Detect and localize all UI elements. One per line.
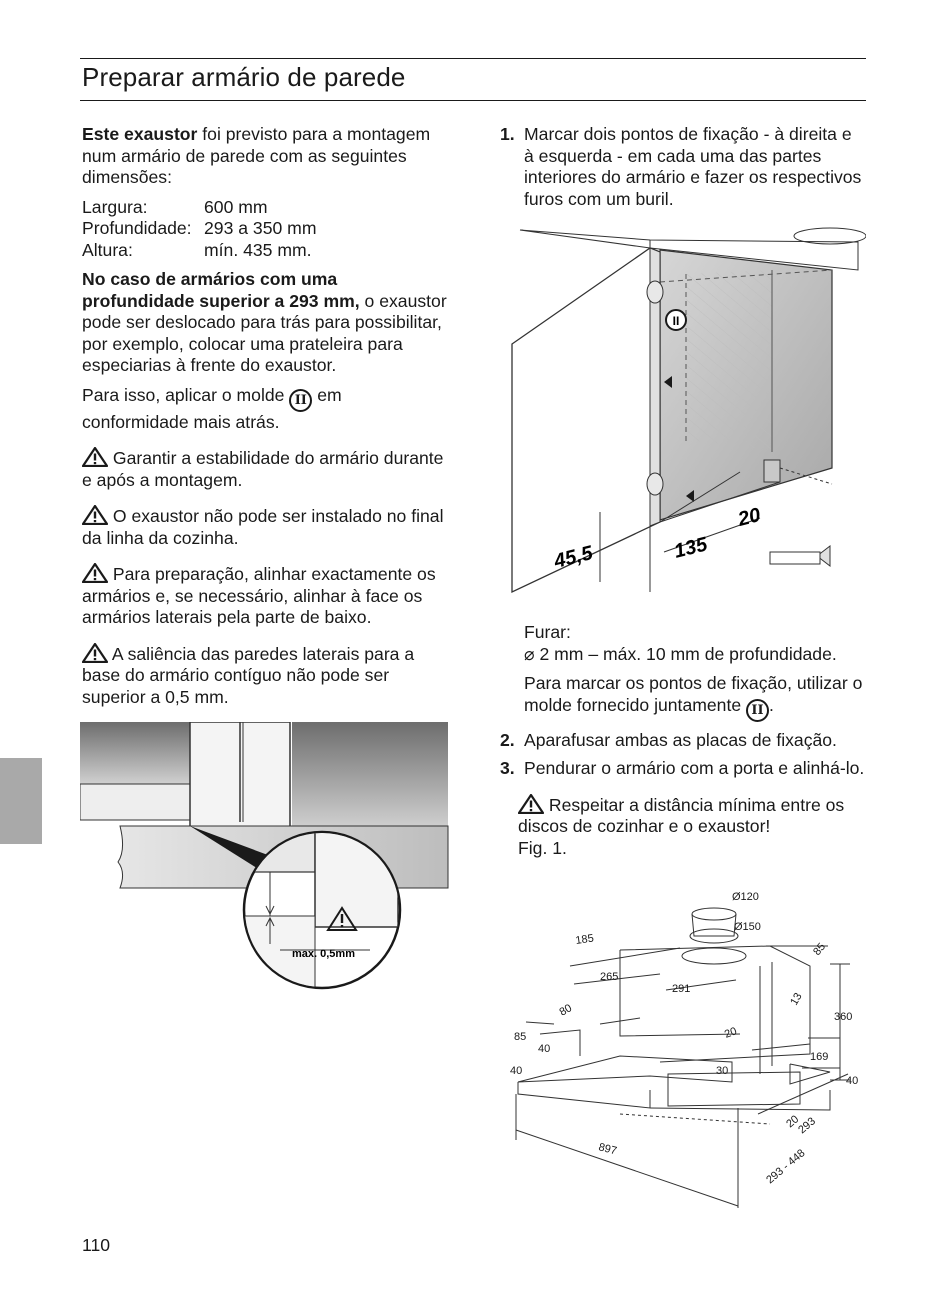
hood-dimension-figure	[500, 884, 866, 1224]
header-top-rule	[80, 58, 866, 59]
dimension-label: 293	[796, 1115, 818, 1137]
dimension-label: 85	[811, 940, 829, 958]
template-text-pre: Para isso, aplicar o molde	[82, 384, 290, 405]
warning-icon	[82, 563, 108, 583]
dimension-label: 169	[810, 1051, 829, 1063]
warning-text: Garantir a estabilidade do armário durante e após a montagem.	[82, 448, 444, 490]
note-text: Respeitar a distância mínima entre os discos de cozinhar e o exaustor!	[518, 794, 845, 836]
dimension-label: 897	[597, 1141, 618, 1158]
template-paragraph	[82, 385, 452, 434]
warning-icon	[518, 794, 544, 814]
template-paragraph	[500, 673, 866, 722]
alignment-figure	[80, 722, 450, 992]
depth-paragraph	[82, 269, 452, 377]
dimension-label: 13	[788, 990, 805, 1008]
wall-shading	[80, 722, 190, 784]
warning-icon	[82, 505, 108, 525]
dimension-label: 293 - 448	[764, 1147, 808, 1187]
intro-bold: Este exaustor	[82, 124, 198, 144]
dimension-value: mín. 435 mm.	[204, 239, 312, 260]
dimension-label: 20	[784, 1113, 802, 1131]
page-title: Preparar armário de parede	[82, 62, 406, 92]
step-item	[500, 124, 866, 210]
dimension-label: Largura:	[82, 196, 148, 217]
dimension-label: 265	[600, 971, 619, 983]
dimension-row	[82, 197, 452, 219]
warning-text: O exaustor não pode ser instalado no final da linha da cozinha.	[82, 506, 444, 548]
step-number: 3.	[500, 758, 515, 778]
right-column-continued	[500, 622, 866, 867]
warning-paragraph	[82, 505, 452, 549]
drill-paragraph	[500, 622, 866, 665]
intro-text: foi previsto para a montagem num armário de parede com as seguintes dimensões:	[82, 124, 431, 187]
dimension-row	[82, 218, 452, 240]
intro-paragraph	[82, 124, 452, 189]
warning-paragraph	[82, 643, 452, 709]
dimension-label: 80	[557, 1002, 575, 1019]
template-text-post: .	[769, 694, 774, 715]
dimension-label: 30	[716, 1065, 729, 1077]
upper-cabinet-right	[292, 722, 448, 828]
step-text: Marcar dois pontos de fixação - à direita e à esquerda - em cada uma das partes interiores do armário e fazer os respectivos furos com um buril.	[524, 124, 862, 209]
left-column	[82, 124, 452, 716]
screw-icon	[770, 552, 820, 564]
figure-reference: Fig. 1.	[518, 837, 567, 858]
dimension-label: Ø150	[734, 921, 761, 933]
dimension-label: 20	[722, 1025, 739, 1041]
step-number: 2.	[500, 729, 515, 750]
mounting-plate	[764, 460, 780, 482]
dimension-label: 85	[514, 1031, 527, 1043]
dimension-value: 600 mm	[204, 196, 268, 217]
page-number: 110	[82, 1235, 111, 1255]
dimension-label: 40	[846, 1075, 859, 1087]
dimension-label: 40	[510, 1065, 523, 1077]
upper-cabinet-left	[80, 784, 190, 820]
drill-label: Furar:	[524, 622, 571, 642]
depth-text: o exaustor pode ser deslocado para trás para possibilitar, por exemplo, colocar uma prateleira para especiarias à frente do exaustor.	[82, 290, 447, 375]
depth-bold: No caso de armários com uma profundidade superior a 293 mm,	[82, 269, 360, 311]
dimension-row	[82, 240, 452, 262]
dimension-label: Profundidade:	[82, 218, 192, 238]
warning-icon	[82, 447, 108, 467]
dimension-label: 135	[671, 533, 710, 563]
dimension-label: Altura:	[82, 239, 133, 260]
dimension-value: 293 a 350 mm	[204, 218, 317, 238]
warning-text: Para preparação, alinhar exactamente os armários e, se necessário, alinhar à face os armários laterais pela parte de baixo.	[82, 564, 436, 627]
template-text-post: em conformidade mais atrás.	[82, 384, 342, 432]
chapter-tab	[0, 758, 42, 844]
step-text: Aparafusar ambas as placas de fixação.	[524, 729, 837, 750]
cabinet-door-figure	[500, 222, 866, 597]
warning-paragraph	[82, 563, 452, 629]
step-number: 1.	[500, 124, 515, 144]
warning-text: A saliência das paredes laterais para a base do armário contíguo não pode ser superior a 0,5 mm.	[82, 643, 415, 707]
dimension-label: 45,5	[551, 542, 595, 573]
drill-spec: ⌀ 2 mm – máx. 10 mm de profundidade.	[524, 643, 837, 664]
template-text-pre: Para marcar os pontos de fixação, utilizar o molde fornecido juntamente	[524, 673, 863, 715]
figure-label: max. 0,5mm	[292, 948, 355, 960]
cabinet-door	[512, 248, 660, 592]
warning-paragraph	[82, 447, 452, 491]
warning-icon	[82, 643, 108, 663]
dimension-label: 40	[538, 1043, 551, 1055]
dimension-label: 291	[672, 983, 691, 995]
step-item	[500, 730, 866, 752]
header-bottom-rule	[80, 100, 866, 101]
step-text: Pendurar o armário com a porta e alinhá-lo.	[524, 758, 865, 778]
figure-mark: II	[672, 314, 680, 328]
right-column	[500, 124, 866, 217]
dimension-label: 20	[735, 504, 763, 531]
dimension-label: 360	[834, 1011, 853, 1023]
template-mark-icon: II	[746, 699, 769, 722]
step-item	[500, 758, 866, 780]
note-paragraph	[500, 794, 866, 860]
dimension-label: 185	[574, 932, 595, 947]
dimension-table	[82, 197, 452, 262]
dimension-label: Ø120	[732, 891, 759, 903]
template-mark-icon: II	[289, 389, 312, 412]
